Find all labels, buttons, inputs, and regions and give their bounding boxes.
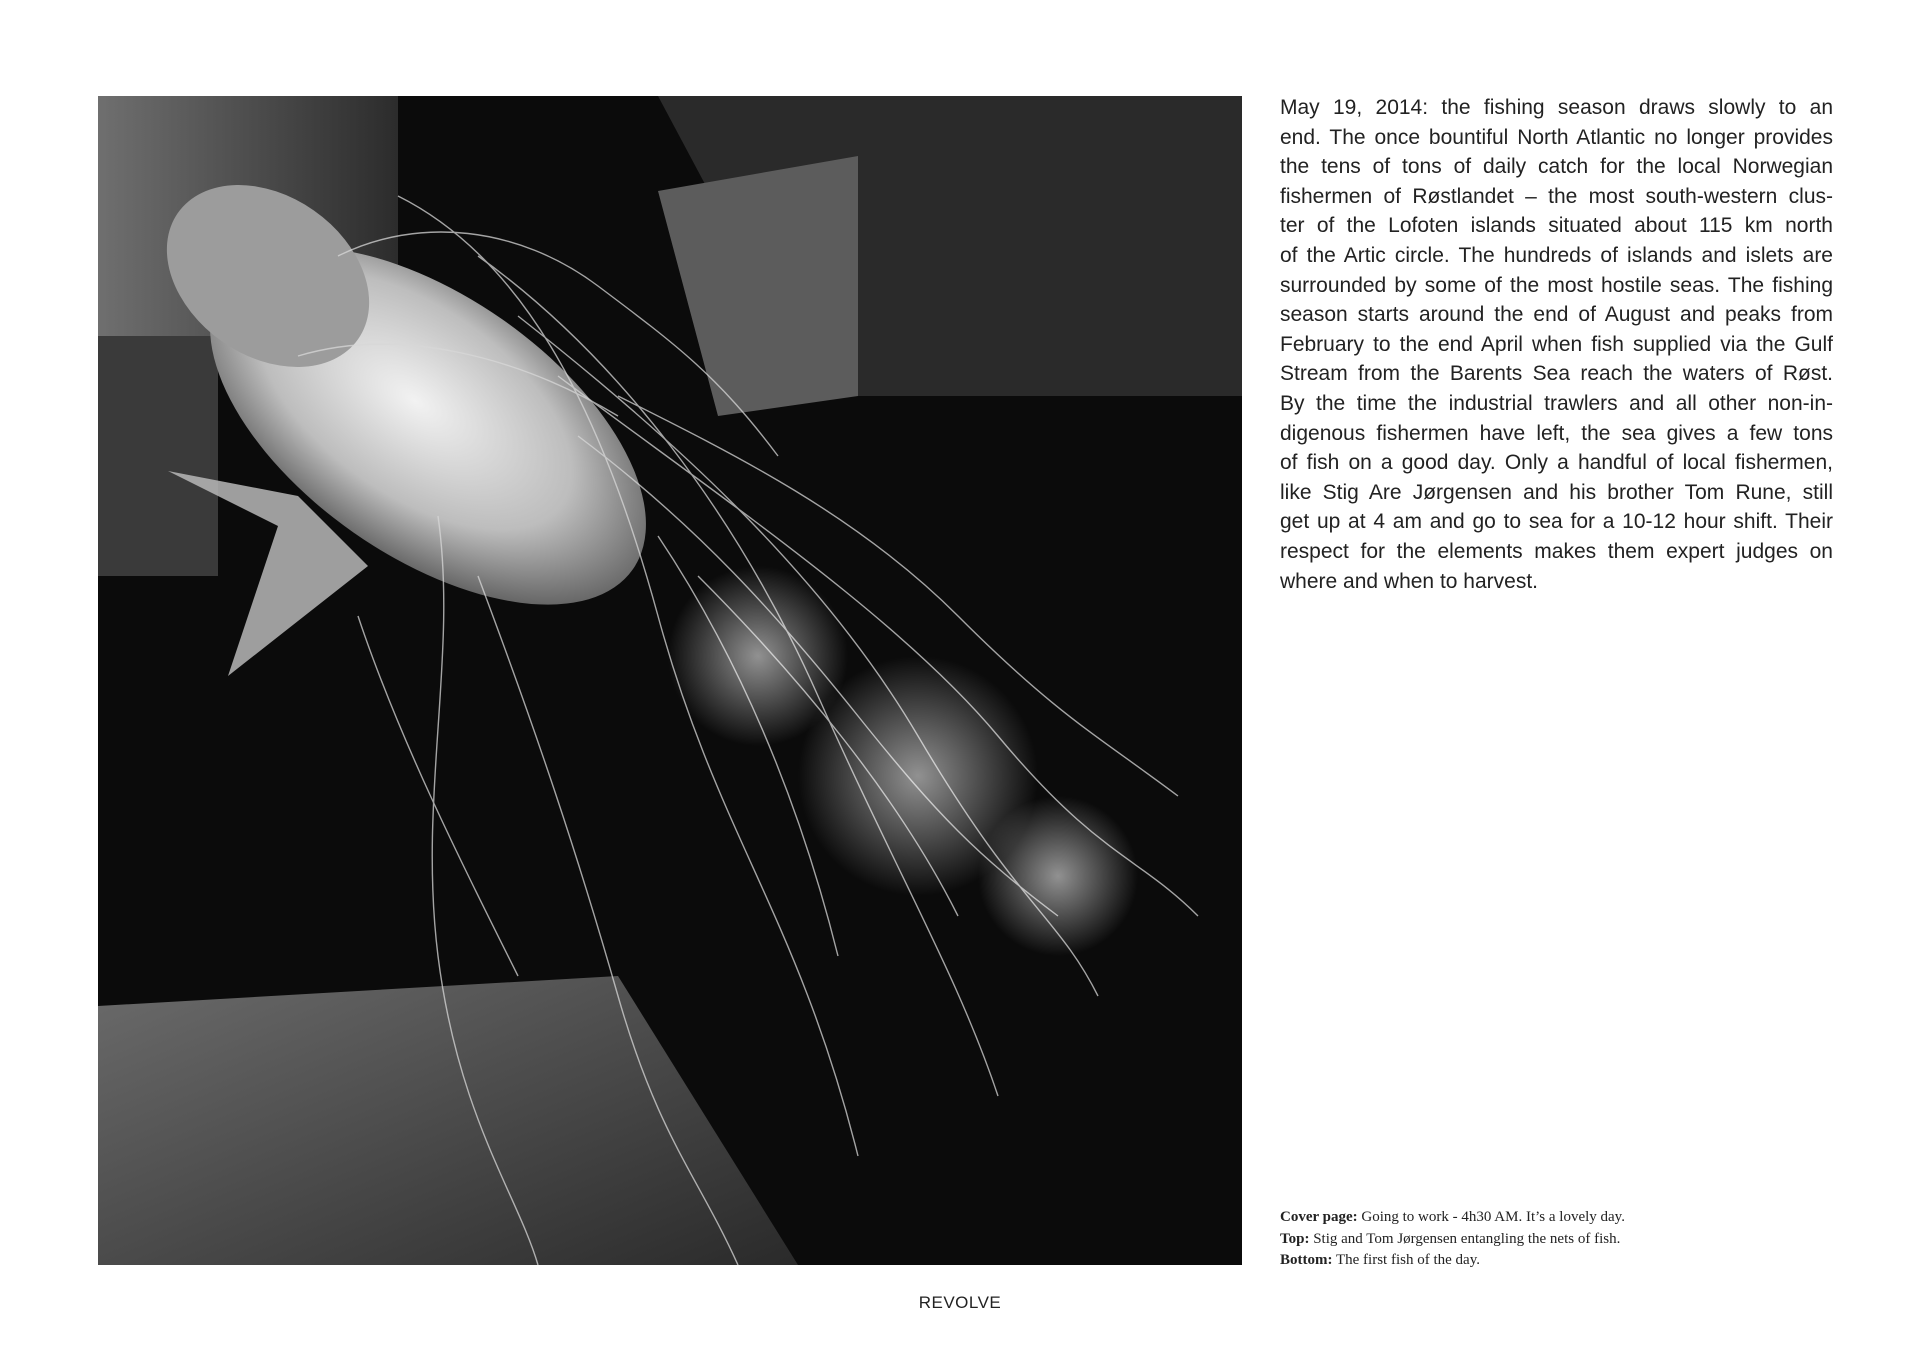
caption-text: The first fish of the day. xyxy=(1335,1252,1480,1268)
caption-label: Bottom: xyxy=(1280,1252,1333,1268)
article-line: get up at 4 am and go to sea for a 10-12 hour shift. Their xyxy=(1280,510,1833,534)
main-photograph xyxy=(98,96,1242,1265)
article-line: February to the end April when fish supplied via the Gulf xyxy=(1280,332,1833,356)
article-line: like Stig Are Jørgensen and his brother Tom Rune, still xyxy=(1280,480,1833,504)
article-line: of fish on a good day. Only a handful of local fishermen, xyxy=(1280,451,1833,475)
caption-cover xyxy=(1280,1207,1840,1229)
caption-label: Top: xyxy=(1280,1230,1310,1247)
caption-text: Stig and Tom Jørgensen entangling the nets of fish. xyxy=(1313,1230,1621,1247)
magazine-name: REVOLVE xyxy=(918,1293,1002,1312)
article-line: season starts around the end of August and peaks from xyxy=(1280,303,1833,327)
article-line: digenous fishermen have left, the sea gives a few tons xyxy=(1280,421,1833,445)
article-text xyxy=(1280,93,1833,596)
caption-top xyxy=(1280,1229,1840,1251)
caption-label: Cover page: xyxy=(1280,1209,1358,1225)
caption-bottom xyxy=(1280,1250,1840,1272)
article-line: May 19, 2014: the fishing season draws slowly to an xyxy=(1280,96,1833,119)
article-line: Stream from the Barents Sea reach the waters of Røst. xyxy=(1280,362,1833,386)
article-line: fishermen of Røstlandet – the most south-western clus- xyxy=(1280,184,1833,208)
article-line: ter of the Lofoten islands situated about 115 km north xyxy=(1280,214,1833,238)
article-line: the tens of tons of daily catch for the local Norwegian xyxy=(1280,155,1833,179)
article-line: By the time the industrial trawlers and all other non-in- xyxy=(1280,391,1833,415)
article-line: respect for the elements makes them expert judges on xyxy=(1280,539,1833,563)
article-line: where and when to harvest. xyxy=(1280,569,1538,593)
photo-captions xyxy=(1280,1207,1840,1272)
article-paragraph xyxy=(1280,93,1833,596)
caption-text: Going to work - 4h30 AM. It’s a lovely day. xyxy=(1361,1209,1625,1225)
article-line: of the Artic circle. The hundreds of islands and islets are xyxy=(1280,243,1833,267)
article-line: end. The once bountiful North Atlantic no longer provides xyxy=(1280,125,1833,149)
fish-in-net-photo xyxy=(98,96,1242,1265)
article-line: surrounded by some of the most hostile seas. The fishing xyxy=(1280,273,1833,297)
